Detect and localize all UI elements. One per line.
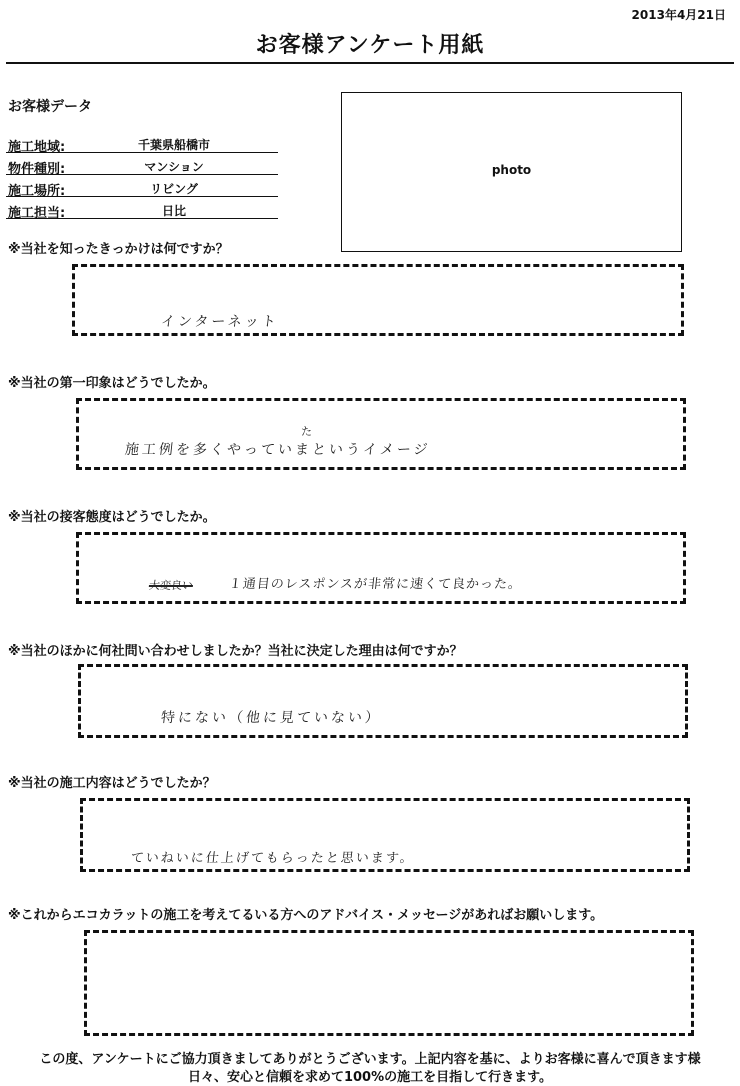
answer-4: 特にない（他に見ていない） bbox=[160, 710, 383, 726]
page-title: お客様アンケート用紙 bbox=[255, 33, 485, 58]
customer-data-heading: お客様データ bbox=[8, 99, 92, 115]
answer-box-4 bbox=[78, 664, 688, 738]
answer-box-1 bbox=[72, 264, 684, 336]
data-row-area bbox=[6, 134, 278, 153]
data-value: マンション bbox=[144, 160, 204, 174]
question-3: ※当社の接客態度はどうでしたか。 bbox=[8, 510, 216, 525]
data-row-staff bbox=[6, 200, 278, 219]
question-6: ※これからエコカラットの施工を考えてるいる方へのアドバイス・メッセージがあればお願いします。 bbox=[8, 908, 604, 923]
answer-box-6 bbox=[84, 930, 694, 1036]
title-divider bbox=[6, 62, 734, 64]
answer-2: 施工例を多くやっていまというイメージ bbox=[124, 442, 432, 458]
answer-2-correction: た bbox=[301, 425, 312, 438]
data-value: 千葉県船橋市 bbox=[137, 138, 210, 152]
answer-3-struck: 大変良い bbox=[148, 579, 194, 592]
answer-box-5 bbox=[80, 798, 690, 872]
data-value: リビング bbox=[150, 182, 198, 196]
answer-5: ていねいに仕上げてもらったと思います。 bbox=[130, 851, 416, 866]
question-4: ※当社のほかに何社問い合わせしましたか？当社に決定した理由は何ですか？ bbox=[8, 644, 463, 659]
data-label: 施工地域: bbox=[8, 140, 66, 155]
question-2: ※当社の第一印象はどうでしたか。 bbox=[8, 376, 216, 391]
data-row-property-type bbox=[6, 156, 278, 175]
photo-placeholder bbox=[341, 92, 682, 252]
survey-date: 2013年4月21日 bbox=[631, 8, 726, 22]
question-5: ※当社の施工内容はどうでしたか？ bbox=[8, 776, 216, 791]
photo-label: photo bbox=[491, 163, 532, 177]
data-label: 施工担当: bbox=[8, 206, 66, 221]
data-value: 日比 bbox=[161, 204, 186, 218]
footer-line-2: 日々、安心と信頼を求めて100%の施工を目指して行きます。 bbox=[187, 1070, 553, 1085]
question-1: ※当社を知ったきっかけは何ですか？ bbox=[8, 242, 229, 257]
answer-box-2 bbox=[76, 398, 686, 470]
answer-box-3 bbox=[76, 532, 686, 604]
footer-line-1: この度、アンケートにご協力頂きましてありがとうございます。上記内容を基に、よりお客様に喜んで頂きます様 bbox=[39, 1052, 701, 1067]
answer-3: １通目のレスポンスが非常に速くて良かった。 bbox=[228, 577, 523, 592]
data-label: 物件種別: bbox=[8, 162, 66, 177]
answer-1: インターネット bbox=[160, 314, 280, 330]
data-label: 施工場所: bbox=[8, 184, 66, 199]
data-row-location bbox=[6, 178, 278, 197]
